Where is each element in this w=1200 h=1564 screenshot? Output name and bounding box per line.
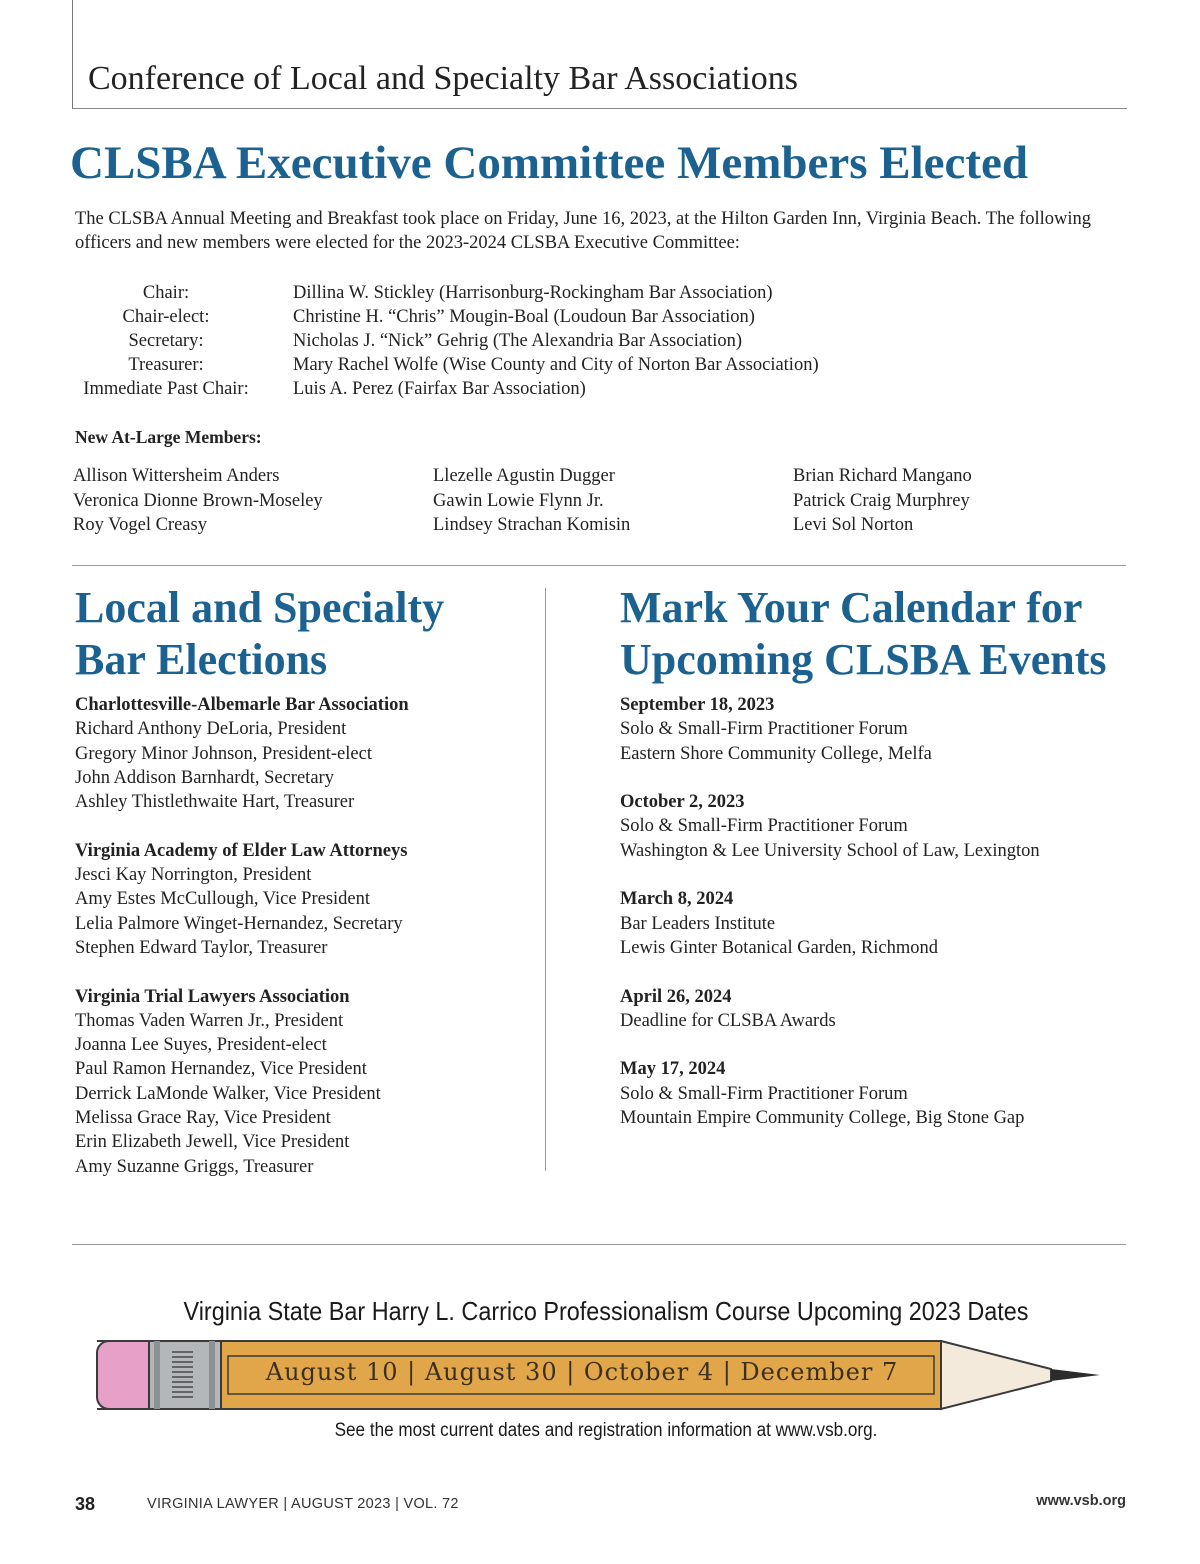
- at-large-member: Brian Richard Mangano: [793, 466, 972, 486]
- at-large-member: Veronica Dionne Brown-Moseley: [73, 490, 323, 511]
- event-date: September 18, 2023: [620, 695, 775, 715]
- event-detail: Washington & Lee University School of Law, Lexington: [620, 840, 1040, 861]
- article-title: CLSBA Executive Committee Members Elected: [70, 137, 1029, 189]
- association-officer: Stephen Edward Taylor, Treasurer: [75, 937, 328, 958]
- at-large-member: Gawin Lowie Flynn Jr.: [433, 490, 604, 511]
- association-name: Virginia Trial Lawyers Association: [75, 986, 350, 1007]
- event-detail: Bar Leaders Institute: [620, 913, 776, 934]
- at-large-member: Allison Wittersheim Anders: [73, 466, 280, 486]
- at-large-column: [433, 464, 793, 538]
- association-officer: Gregory Minor Johnson, President-elect: [75, 743, 372, 764]
- page-number: 38: [75, 1494, 96, 1514]
- officers-list: [75, 281, 819, 401]
- association-officer: Melissa Grace Ray, Vice President: [75, 1108, 331, 1129]
- event-detail: Mountain Empire Community College, Big Stone Gap: [620, 1108, 1025, 1129]
- association-officer: Erin Elizabeth Jewell, Vice President: [75, 1132, 350, 1153]
- event-date: May 17, 2024: [620, 1059, 726, 1080]
- event-date: April 26, 2024: [620, 986, 732, 1007]
- officer-row: [75, 353, 819, 377]
- pencil-ferrule: [149, 1341, 221, 1409]
- association-name: Charlottesville-Albemarle Bar Association: [75, 695, 409, 715]
- officer-name: Christine H. “Chris” Mougin-Boal (Loudoun Bar Association): [293, 307, 755, 327]
- elections-title-line1: Local and Specialty: [75, 583, 445, 632]
- calendar-section: [620, 582, 1107, 686]
- at-large-member: Levi Sol Norton: [793, 515, 914, 535]
- at-large-column: [73, 464, 433, 538]
- officer-row: [75, 377, 819, 401]
- at-large-member: Lindsey Strachan Komisin: [433, 515, 631, 535]
- at-large-members: [73, 464, 1153, 538]
- column-divider: [545, 588, 546, 1171]
- association-officer: John Addison Barnhardt, Secretary: [75, 767, 334, 788]
- elections-title-line2: Bar Elections: [75, 635, 328, 684]
- officer-row: [75, 329, 819, 353]
- at-large-member: Llezelle Agustin Dugger: [433, 466, 615, 486]
- event-detail: Lewis Ginter Botanical Garden, Richmond: [620, 937, 939, 958]
- association-name: Virginia Academy of Elder Law Attorneys: [75, 840, 408, 861]
- event-date: October 2, 2023: [620, 792, 745, 813]
- calendar-event: [620, 1057, 1040, 1130]
- event-detail: Solo & Small-Firm Practitioner Forum: [620, 1083, 908, 1104]
- officer-name: Luis A. Perez (Fairfax Bar Association): [293, 379, 586, 399]
- course-dates: August 10 | August 30 | October 4 | December 7: [265, 1358, 899, 1386]
- event-detail: Deadline for CLSBA Awards: [620, 1010, 836, 1031]
- association-officer: Derrick LaMonde Walker, Vice President: [75, 1083, 381, 1104]
- association-officer: Paul Ramon Hernandez, Vice President: [75, 1059, 367, 1080]
- at-large-heading: New At-Large Members:: [75, 427, 262, 447]
- calendar-event: [620, 887, 1040, 960]
- association-officer: Amy Suzanne Griggs, Treasurer: [75, 1156, 314, 1177]
- officer-role: Secretary:: [128, 331, 204, 351]
- calendar-event: [620, 693, 1040, 766]
- officer-row: [75, 281, 819, 305]
- association-officer: Amy Estes McCullough, Vice President: [75, 889, 371, 910]
- association-officer: Jesci Kay Norrington, President: [75, 865, 312, 886]
- at-large-member: Patrick Craig Murphrey: [793, 490, 970, 511]
- article-intro: The CLSBA Annual Meeting and Breakfast took place on Friday, June 16, 2023, at the Hilton Garden Inn, Virginia Beach. The following officers and new members were elected for the 2023-2024 CLSBA Executive Committee:: [75, 209, 1092, 253]
- officer-role: Immediate Past Chair:: [83, 379, 249, 399]
- association-group: [75, 839, 409, 960]
- association-officer: Thomas Vaden Warren Jr., President: [75, 1010, 344, 1031]
- event-detail: Solo & Small-Firm Practitioner Forum: [620, 816, 908, 837]
- association-officer: Richard Anthony DeLoria, President: [75, 719, 347, 740]
- event-detail: Solo & Small-Firm Practitioner Forum: [620, 719, 908, 740]
- section-title: Conference of Local and Specialty Bar Associations: [88, 60, 798, 97]
- elections-section: [75, 582, 444, 686]
- officer-name: Dillina W. Stickley (Harrisonburg-Rockingham Bar Association): [293, 283, 773, 303]
- officer-name: Nicholas J. “Nick” Gehrig (The Alexandria Bar Association): [293, 331, 743, 351]
- at-large-member: Roy Vogel Creasy: [73, 515, 207, 535]
- pencil-tip: [941, 1341, 1051, 1409]
- footer-section-divider: [72, 1244, 1126, 1245]
- calendar-event: [620, 790, 1040, 863]
- officer-role: Treasurer:: [128, 355, 204, 375]
- officer-name: Mary Rachel Wolfe (Wise County and City of Norton Bar Association): [293, 355, 819, 375]
- officer-role: Chair:: [142, 283, 190, 303]
- calendar-title-line1: Mark Your Calendar for: [620, 583, 1083, 632]
- event-detail: Eastern Shore Community College, Melfa: [620, 743, 932, 764]
- calendar-event: [620, 985, 1040, 1034]
- elections-list: [75, 693, 409, 1203]
- course-note: See the most current dates and registration information at www.vsb.org.: [334, 1420, 878, 1441]
- publication-info: VIRGINIA LAWYER | AUGUST 2023 | VOL. 72: [147, 1496, 459, 1512]
- association-officer: Ashley Thistlethwaite Hart, Treasurer: [75, 792, 355, 813]
- officer-row: [75, 305, 819, 329]
- section-divider: [72, 565, 1126, 566]
- association-group: [75, 985, 409, 1179]
- calendar-list: [620, 693, 1040, 1155]
- at-large-column: [793, 464, 1153, 538]
- officer-role: Chair-elect:: [122, 307, 210, 327]
- footer-url: www.vsb.org: [1036, 1493, 1126, 1509]
- calendar-title-line2: Upcoming CLSBA Events: [620, 635, 1107, 684]
- event-date: March 8, 2024: [620, 889, 734, 910]
- course-title: Virginia State Bar Harry L. Carrico Professionalism Course Upcoming 2023 Dates: [183, 1296, 1029, 1326]
- association-group: [75, 693, 409, 814]
- association-officer: Lelia Palmore Winget-Hernandez, Secretary: [75, 913, 403, 934]
- association-officer: Joanna Lee Suyes, President-elect: [75, 1035, 327, 1056]
